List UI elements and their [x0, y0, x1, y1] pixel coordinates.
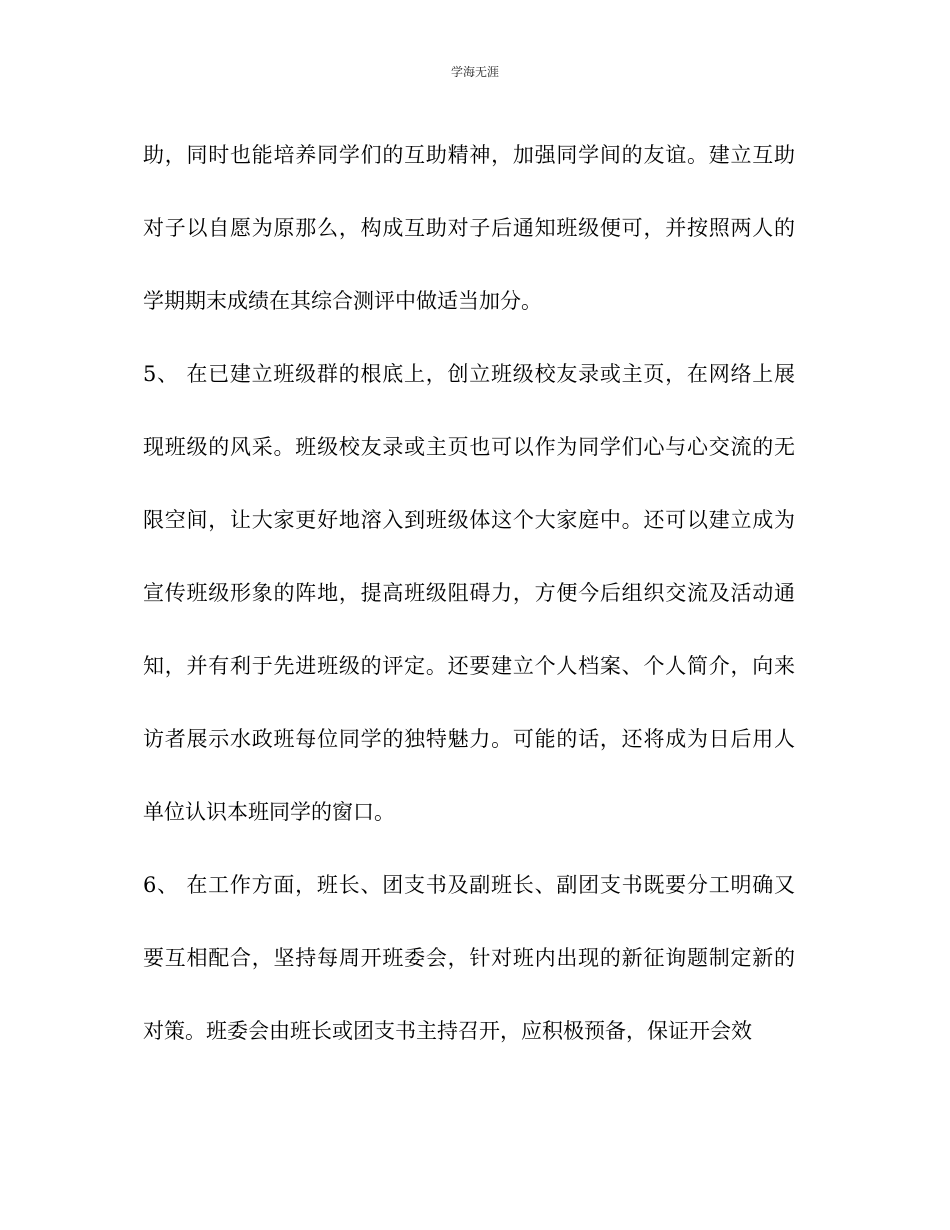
- paragraph-line: 宣传班级形象的阵地，提高班级阻碍力，方便今后组织交流及活动通: [143, 581, 795, 605]
- paragraph-line: 访者展示水政班每位同学的独特魅力。可能的话，还将成为日后用人: [143, 727, 795, 751]
- paragraph-line: 单位认识本班同学的窗口。: [143, 800, 395, 824]
- paragraph-line: 对策。班委会由班长或团支书主持召开，应积极预备，保证开会效: [143, 1019, 752, 1043]
- paragraph-line: 知，并有利于先进班级的评定。还要建立个人档案、个人简介，向来: [143, 654, 795, 678]
- page-header: 学海无涯: [450, 65, 499, 79]
- paragraph-line: 6、 在工作方面，班长、团支书及副班长、副团支书既要分工明确又: [143, 873, 795, 897]
- paragraph-line: 现班级的风采。班级校友录或主页也可以作为同学们心与心交流的无: [143, 435, 795, 459]
- paragraph-line: 学期期末成绩在其综合测评中做适当加分。: [143, 289, 542, 313]
- paragraph-line: 限空间，让大家更好地溶入到班级体这个大家庭中。还可以建立成为: [143, 508, 795, 532]
- paragraph-line: 5、 在已建立班级群的根底上，创立班级校友录或主页，在网络上展: [143, 362, 795, 386]
- paragraph-line: 要互相配合，坚持每周开班委会，针对班内出现的新征询题制定新的: [143, 946, 795, 970]
- paragraph-line: 对子以自愿为原那么，构成互助对子后通知班级便可，并按照两人的: [143, 216, 795, 240]
- paragraph-line: 助，同时也能培养同学们的互助精神，加强同学间的友谊。建立互助: [143, 143, 795, 167]
- document-body: [143, 137, 823, 1086]
